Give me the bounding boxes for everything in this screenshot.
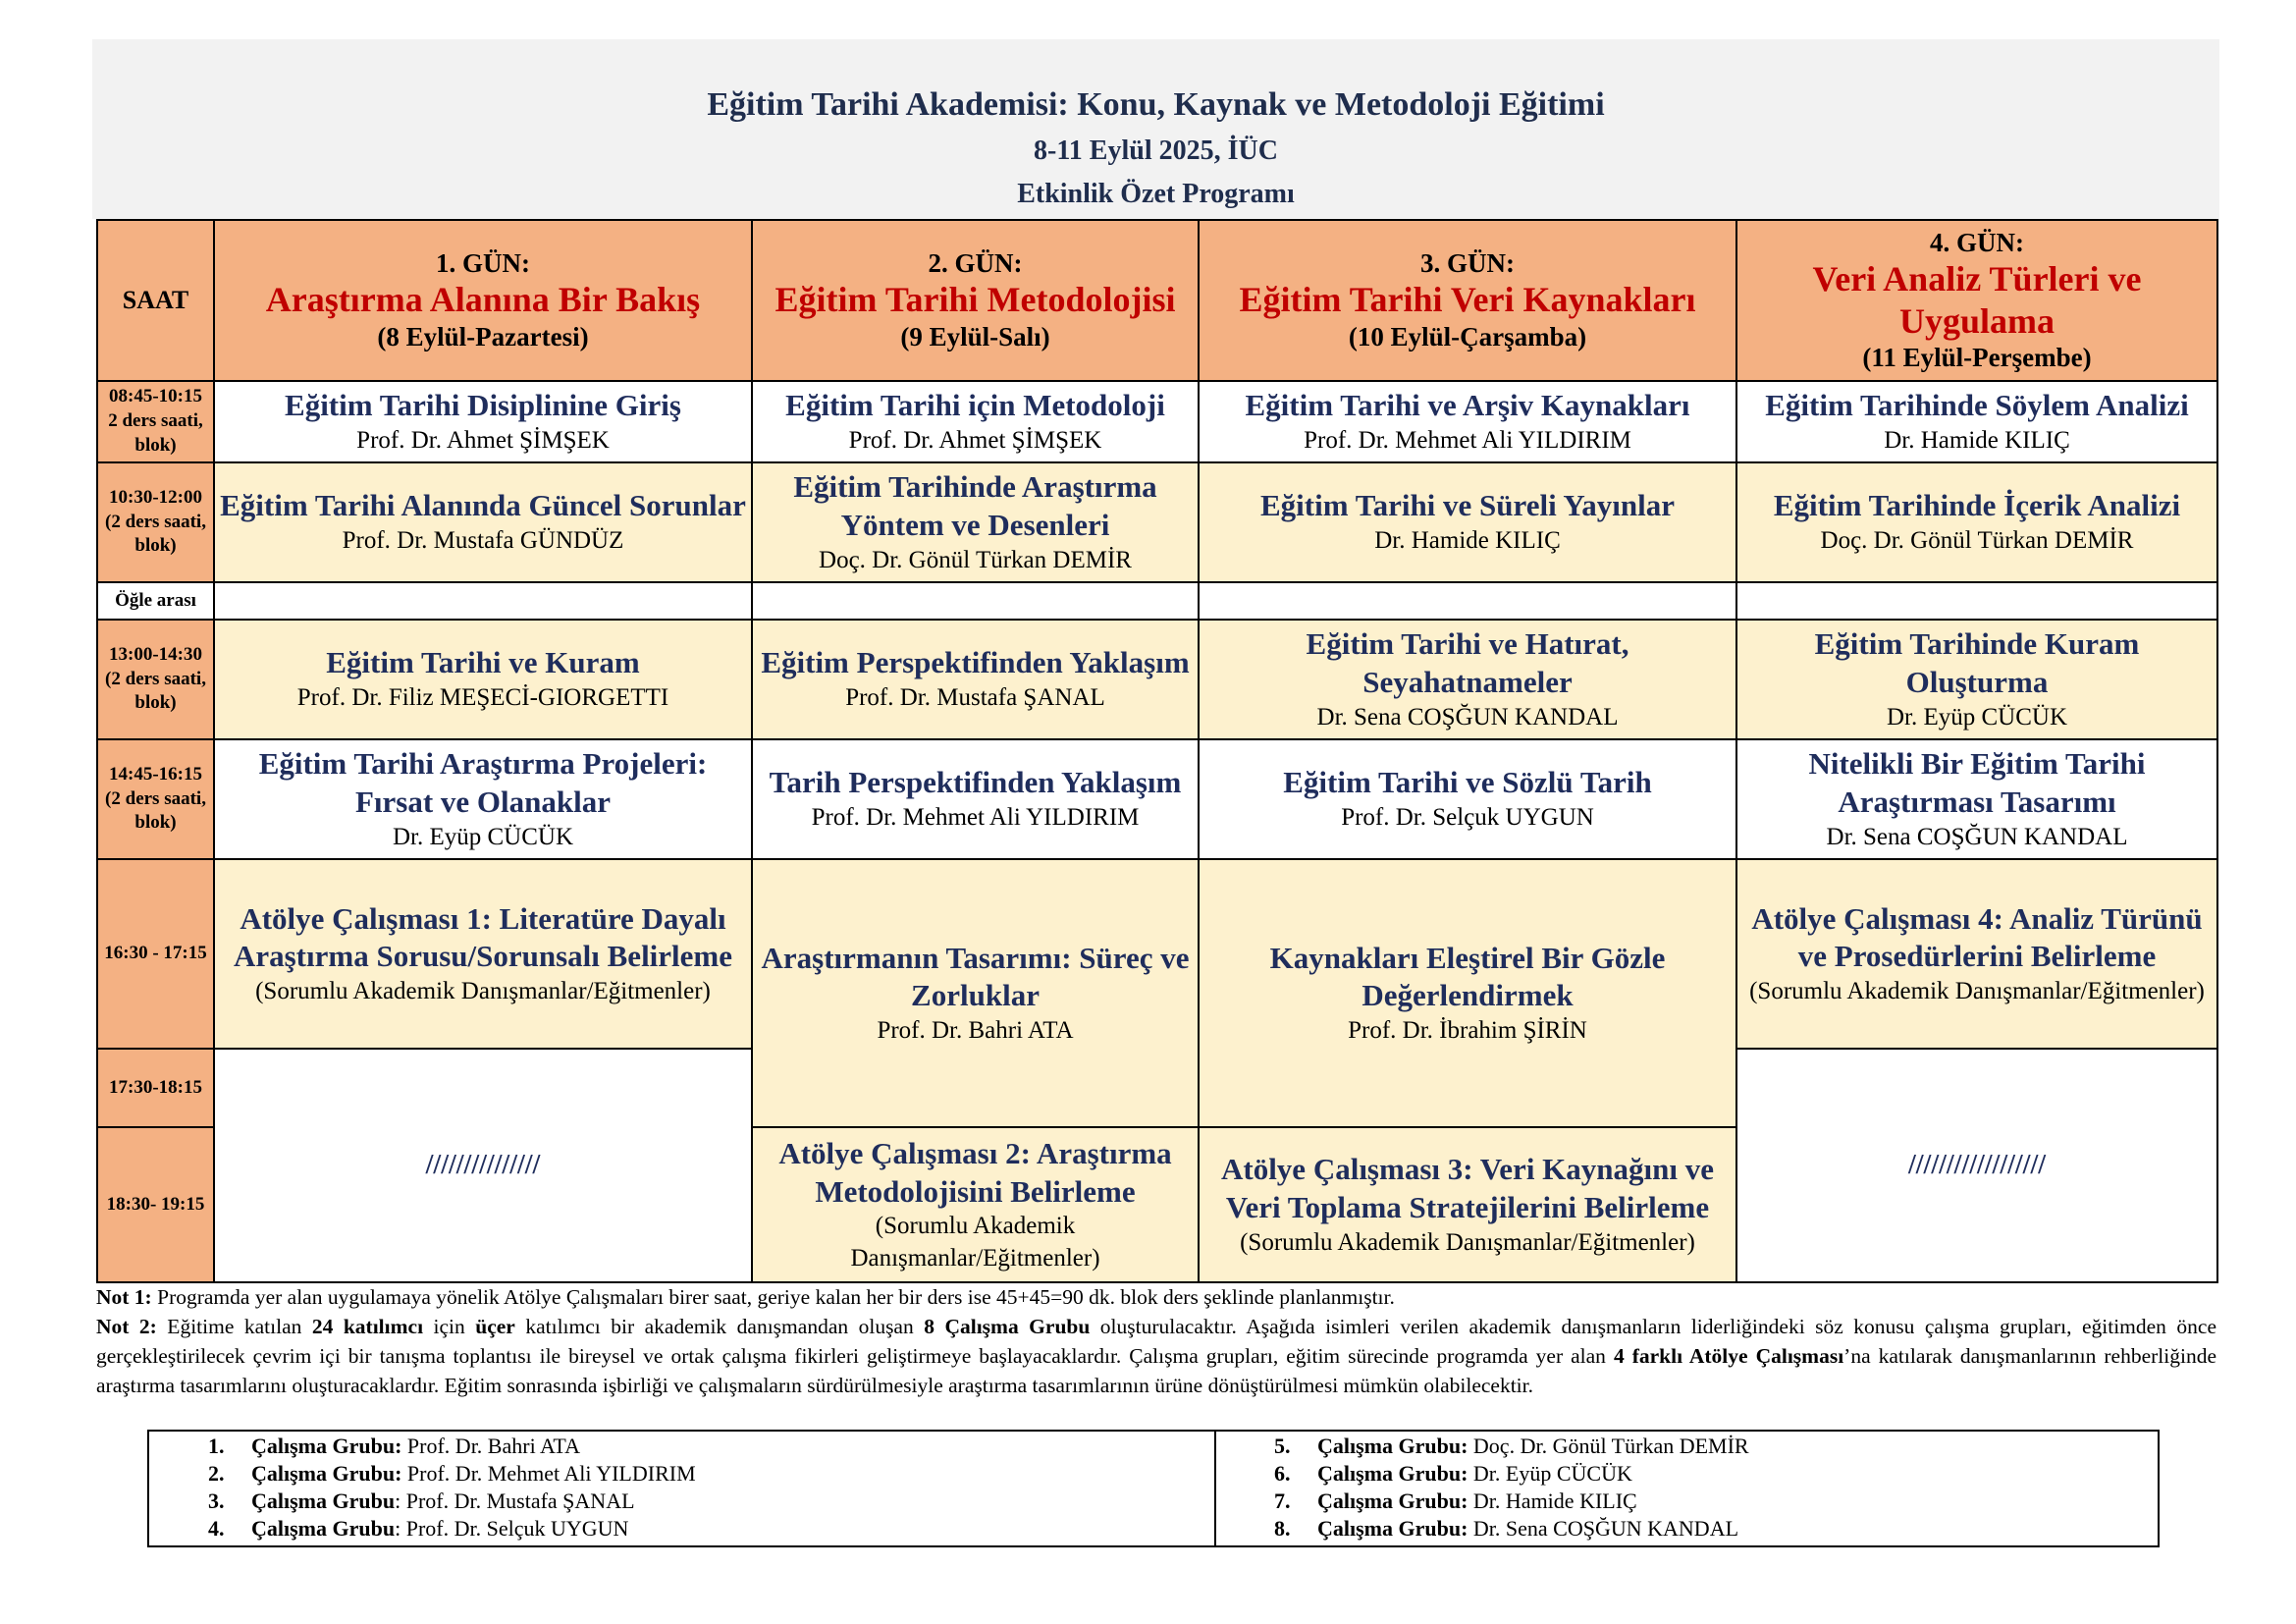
session-title: Atölye Çalışması 3: Veri Kaynağını ve Veri Toplama Stratejilerini Belirleme xyxy=(1220,1152,1715,1224)
document-header xyxy=(92,39,2219,219)
day-header xyxy=(1736,220,2217,381)
time-slot: 17:30-18:15 xyxy=(97,1049,214,1127)
group-number: 3. xyxy=(208,1489,225,1513)
session-cell xyxy=(1736,381,2217,462)
session-speaker: Doç. Dr. Gönül Türkan DEMİR xyxy=(819,546,1132,573)
session-speaker: Prof. Dr. Bahri ATA xyxy=(877,1017,1074,1044)
day-header xyxy=(214,220,752,381)
group-number: 8. xyxy=(1274,1516,1291,1541)
table-row xyxy=(97,381,2217,462)
day-title: Araştırma Alanına Bir Bakış xyxy=(265,280,701,320)
session-cell xyxy=(214,620,752,739)
session-speaker: (Sorumlu Akademik Danışmanlar/Eğitmenler) xyxy=(1240,1228,1695,1256)
group-label: Çalışma Grubu: xyxy=(1317,1489,1468,1513)
saat-header: SAAT xyxy=(97,220,214,381)
session-title: Nitelikli Bir Eğitim Tarihi Araştırması Tasarımı xyxy=(1808,746,2146,819)
session-speaker: (Sorumlu Akademik Danışmanlar/Eğitmenler) xyxy=(1749,978,2205,1004)
session-cell xyxy=(214,462,752,582)
group-label: Çalışma Grubu: xyxy=(251,1434,402,1458)
session-title: Eğitim Tarihinde Araştırma Yöntem ve Desenleri xyxy=(793,469,1157,542)
document-title: Eğitim Tarihi Akademisi: Konu, Kaynak ve Metodoloji Eğitimi xyxy=(707,86,1605,123)
session-cell xyxy=(214,381,752,462)
note-emphasis: 4 farklı Atölye Çalışması xyxy=(1613,1344,1844,1368)
note-label: Not 2: xyxy=(96,1315,157,1338)
session-title: Eğitim Tarihi ve Sözlü Tarih xyxy=(1283,765,1652,800)
note-emphasis: 24 katılımcı xyxy=(311,1315,424,1338)
session-speaker: (Sorumlu Akademik Danışmanlar/Eğitmenler) xyxy=(255,978,711,1004)
table-row xyxy=(97,859,2217,1049)
day-number: 2. GÜN: xyxy=(928,248,1023,279)
group-item xyxy=(208,1460,696,1488)
session-speaker: Prof. Dr. Mehmet Ali YILDIRIM xyxy=(811,804,1140,832)
day-header xyxy=(1199,220,1736,381)
group-label: Çalışma Grubu xyxy=(251,1516,396,1541)
note-emphasis: 8 Çalışma Grubu xyxy=(924,1315,1091,1338)
time-slot: 18:30- 19:15 xyxy=(97,1127,214,1282)
day-title: Eğitim Tarihi Metodolojisi xyxy=(774,280,1176,320)
session-title: Atölye Çalışması 4: Analiz Türünü ve Prosedürlerini Belirleme xyxy=(1751,900,2203,974)
document-date: 8-11 Eylül 2025, İÜC xyxy=(1034,135,1278,166)
group-number: 7. xyxy=(1274,1489,1291,1513)
group-label: Çalışma Grubu: xyxy=(1317,1434,1468,1458)
note-1 xyxy=(96,1282,2216,1312)
day-title: Eğitim Tarihi Veri Kaynakları xyxy=(1239,280,1696,320)
session-title: Eğitim Tarihinde Söylem Analizi xyxy=(1765,387,2189,422)
group-advisor: Dr. Hamide KILIÇ xyxy=(1468,1489,1637,1513)
session-title: Eğitim Tarihi için Metodoloji xyxy=(785,387,1165,422)
session-speaker: Dr. Eyüp CÜCÜK xyxy=(1886,703,2068,731)
group-item xyxy=(1274,1488,1749,1515)
day-number: 1. GÜN: xyxy=(436,248,530,279)
session-title: Eğitim Tarihinde İçerik Analizi xyxy=(1773,488,2181,523)
empty-cell xyxy=(1199,582,1736,620)
session-cell xyxy=(752,739,1199,859)
session-title: Eğitim Tarihi Alanında Güncel Sorunlar xyxy=(220,488,746,523)
empty-slot-marker: ////////////////// xyxy=(1907,1150,2047,1180)
day-date: (9 Eylül-Salı) xyxy=(900,321,1050,352)
session-title: Tarih Perspektifinden Yaklaşım xyxy=(769,765,1182,800)
session-speaker: Doç. Dr. Gönül Türkan DEMİR xyxy=(1820,527,2134,555)
session-title: Atölye Çalışması 2: Araştırma Metodolojisini Belirleme xyxy=(778,1135,1172,1209)
session-title: Eğitim Tarihi ve Kuram xyxy=(326,645,640,680)
day-title: Veri Analiz Türleri ve Uygulama xyxy=(1812,258,2142,341)
day-date: (11 Eylül-Perşembe) xyxy=(1862,343,2092,373)
document-subtitle: Etkinlik Özet Programı xyxy=(1017,179,1295,209)
session-speaker: Prof. Dr. Ahmet ŞİMŞEK xyxy=(356,426,610,454)
table-header-row xyxy=(97,220,2217,381)
group-label: Çalışma Grubu: xyxy=(1317,1461,1468,1486)
empty-cell xyxy=(752,582,1199,620)
group-advisor: Dr. Sena COŞĞUN KANDAL xyxy=(1468,1516,1739,1541)
note-text: için xyxy=(423,1315,476,1338)
day-header xyxy=(752,220,1199,381)
group-label: Çalışma Grubu: xyxy=(251,1461,402,1486)
session-speaker: Dr. Hamide KILIÇ xyxy=(1374,527,1561,555)
group-item xyxy=(1274,1433,1749,1460)
session-cell xyxy=(1736,620,2217,739)
time-slot: 10:30-12:00 (2 ders saati, blok) xyxy=(97,462,214,582)
groups-right-column xyxy=(1274,1433,1749,1543)
session-speaker: Dr. Sena COŞĞUN KANDAL xyxy=(1316,703,1619,731)
session-speaker: Prof. Dr. İbrahim ŞİRİN xyxy=(1348,1017,1587,1044)
session-speaker: Prof. Dr. Filiz MEŞECİ-GIORGETTI xyxy=(296,684,669,712)
session-cell xyxy=(1199,739,1736,859)
group-advisor: : Prof. Dr. Selçuk UYGUN xyxy=(395,1516,629,1541)
session-speaker: Prof. Dr. Selçuk UYGUN xyxy=(1341,804,1594,832)
group-item xyxy=(208,1515,696,1543)
day-number: 3. GÜN: xyxy=(1420,248,1515,279)
empty-cell xyxy=(214,582,752,620)
group-advisor: Doç. Dr. Gönül Türkan DEMİR xyxy=(1468,1434,1749,1458)
session-cell xyxy=(752,859,1199,1127)
empty-slot-cell xyxy=(214,1049,752,1282)
session-title: Eğitim Tarihi ve Arşiv Kaynakları xyxy=(1245,387,1690,422)
session-speaker: (Sorumlu Akademik Danışmanlar/Eğitmenler) xyxy=(850,1213,1100,1272)
group-item xyxy=(208,1488,696,1515)
session-cell xyxy=(1736,462,2217,582)
session-title: Eğitim Tarihi Disiplinine Giriş xyxy=(285,387,681,422)
notes-section xyxy=(96,1282,2216,1400)
group-advisor: Prof. Dr. Mehmet Ali YILDIRIM xyxy=(401,1461,696,1486)
group-advisor: : Prof. Dr. Mustafa ŞANAL xyxy=(395,1489,635,1513)
note-label: Not 1: xyxy=(96,1285,152,1309)
session-speaker: Prof. Dr. Mustafa GÜNDÜZ xyxy=(342,527,624,555)
workshop-cell xyxy=(1736,859,2217,1049)
session-cell xyxy=(214,739,752,859)
column-divider xyxy=(1214,1432,1216,1545)
session-cell xyxy=(1199,859,1736,1127)
session-cell xyxy=(752,620,1199,739)
lunch-label: Öğle arası xyxy=(97,582,214,620)
workshop-cell xyxy=(214,859,752,1049)
table-row xyxy=(97,462,2217,582)
session-speaker: Dr. Sena COŞĞUN KANDAL xyxy=(1826,823,2128,850)
time-slot: 13:00-14:30 (2 ders saati, blok) xyxy=(97,620,214,739)
session-speaker: Dr. Eyüp CÜCÜK xyxy=(392,823,574,850)
group-number: 1. xyxy=(208,1434,225,1458)
session-speaker: Dr. Hamide KILIÇ xyxy=(1884,426,2070,454)
group-label: Çalışma Grubu xyxy=(251,1489,396,1513)
time-slot: 16:30 - 17:15 xyxy=(97,859,214,1049)
session-cell xyxy=(752,381,1199,462)
table-row xyxy=(97,620,2217,739)
session-title: Eğitim Tarihi ve Hatırat, Seyahatnameler xyxy=(1306,626,1629,699)
session-title: Eğitim Tarihi Araştırma Projeleri: Fırsat ve Olanaklar xyxy=(258,746,708,819)
group-label: Çalışma Grubu: xyxy=(1317,1516,1468,1541)
note-text: katılımcı bir akademik danışmandan oluşan xyxy=(514,1315,925,1338)
note-text: Eğitime katılan xyxy=(156,1315,312,1338)
day-date: (10 Eylül-Çarşamba) xyxy=(1348,321,1587,352)
note-emphasis: üçer xyxy=(475,1315,515,1338)
group-item xyxy=(1274,1460,1749,1488)
groups-left-column xyxy=(208,1433,696,1543)
workshop-cell xyxy=(752,1127,1199,1282)
program-table xyxy=(96,219,2218,1283)
group-advisor: Prof. Dr. Bahri ATA xyxy=(401,1434,580,1458)
note-text: oluşturulacaktır. Aşağıda isimleri verilen akademik danışmanların liderliğindeki söz konusu çalışma grupları, eğitimden önce gerçekleştirilecek çevrim içi bir tanışma toplantısı ile bireysel ve ortak çalışma fikirleri geliştirmeye başlayacaklardır. Çalışma grupları, eğitim sürecinde programda yer alan xyxy=(96,1315,2216,1368)
note-text: Programda yer alan uygulamaya yönelik Atölye Çalışmaları birer saat, geriye kalan her bir ders ise 45+45=90 dk. blok ders şeklinde planlanmıştır. xyxy=(151,1285,1395,1309)
working-groups-box xyxy=(147,1430,2160,1547)
session-title: Eğitim Perspektifinden Yaklaşım xyxy=(761,645,1190,680)
day-date: (8 Eylül-Pazartesi) xyxy=(377,321,589,352)
time-slot: 14:45-16:15 (2 ders saati, blok) xyxy=(97,739,214,859)
session-cell xyxy=(752,462,1199,582)
empty-slot-cell xyxy=(1736,1049,2217,1282)
table-row xyxy=(97,739,2217,859)
session-speaker: Prof. Dr. Ahmet ŞİMŞEK xyxy=(848,426,1102,454)
group-number: 6. xyxy=(1274,1461,1291,1486)
session-speaker: Prof. Dr. Mehmet Ali YILDIRIM xyxy=(1304,426,1631,454)
session-title: Eğitim Tarihi ve Süreli Yayınlar xyxy=(1260,488,1675,523)
empty-cell xyxy=(1736,582,2217,620)
empty-slot-marker: /////////////// xyxy=(425,1150,541,1180)
group-item xyxy=(1274,1515,1749,1543)
group-number: 4. xyxy=(208,1516,225,1541)
session-cell xyxy=(1199,381,1736,462)
group-advisor: Dr. Eyüp CÜCÜK xyxy=(1468,1461,1632,1486)
group-number: 5. xyxy=(1274,1434,1291,1458)
session-cell xyxy=(1199,620,1736,739)
time-slot: 08:45-10:15 2 ders saati, blok) xyxy=(97,381,214,462)
session-speaker: Prof. Dr. Mustafa ŞANAL xyxy=(845,684,1105,712)
table-row-lunch xyxy=(97,582,2217,620)
group-number: 2. xyxy=(208,1461,225,1486)
note-text: ’na katılarak danışmanlarının rehberliğinde araştırma tasarımlarını oluşturacaklardır. Eğitim sonrasında işbirliği ve çalışmaların sürdürülmesiyle araştırma tasarımlarının ürüne dönüştürülmesi mümkün olabilecektir. xyxy=(96,1344,2216,1397)
session-cell xyxy=(1199,462,1736,582)
day-number: 4. GÜN: xyxy=(1930,227,2024,257)
group-item xyxy=(208,1433,696,1460)
workshop-cell xyxy=(1199,1127,1736,1282)
session-title: Eğitim Tarihinde Kuram Oluşturma xyxy=(1814,626,2140,699)
session-title: Araştırmanın Tasarımı: Süreç ve Zorluklar xyxy=(761,940,1190,1013)
session-title: Atölye Çalışması 1: Literatüre Dayalı Araştırma Sorusu/Sorunsalı Belirleme xyxy=(233,900,733,974)
session-cell xyxy=(1736,739,2217,859)
session-title: Kaynakları Eleştirel Bir Gözle Değerlendirmek xyxy=(1269,940,1666,1013)
note-2 xyxy=(96,1312,2216,1400)
